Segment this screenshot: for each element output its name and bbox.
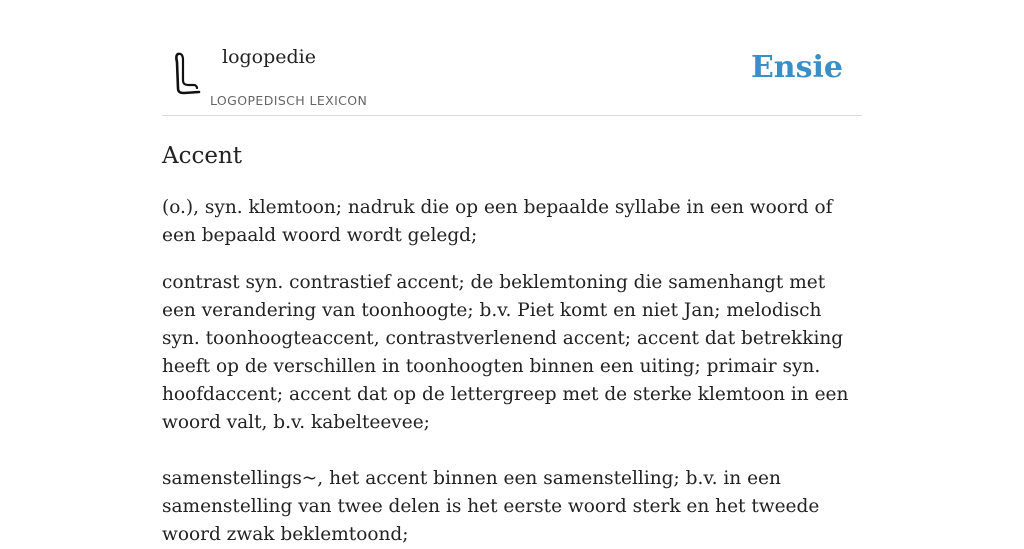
- site-subtitle: LOGOPEDISCH LEXICON: [210, 93, 368, 108]
- entry-title: Accent: [162, 143, 243, 169]
- content-container: [162, 0, 862, 549]
- site-name[interactable]: logopedie: [222, 46, 317, 68]
- entry-body: [162, 194, 862, 549]
- site-header: [162, 0, 862, 116]
- entry-paragraph: contrast syn. contrastief accent; de beklemtoning die samenhangt met een verandering van toonhoogte; b.v. Piet komt en niet Jan; melodisch syn. toonhoogteaccent, contrastverlenend accent; accent dat betrekking heeft op de verschillen in toonhoogten binnen een uiting; primair syn. hoofdaccent; accent dat op de lettergreep met de sterke klemtoon in een woord valt, b.v. kabelteevee;: [162, 272, 849, 433]
- entry-paragraph: samenstellings~, het accent binnen een samenstelling; b.v. in een samenstelling van twee delen is het eerste woord sterk en het tweede woord zwak beklemtoond;: [162, 468, 820, 545]
- entry-paragraph: (o.), syn. klemtoon; nadruk die op een bepaalde syllabe in een woord of een bepaald woord wordt gelegd;: [162, 197, 833, 246]
- letter-l-logo-icon[interactable]: [168, 50, 202, 96]
- ensie-brand-link[interactable]: Ensie: [750, 50, 843, 85]
